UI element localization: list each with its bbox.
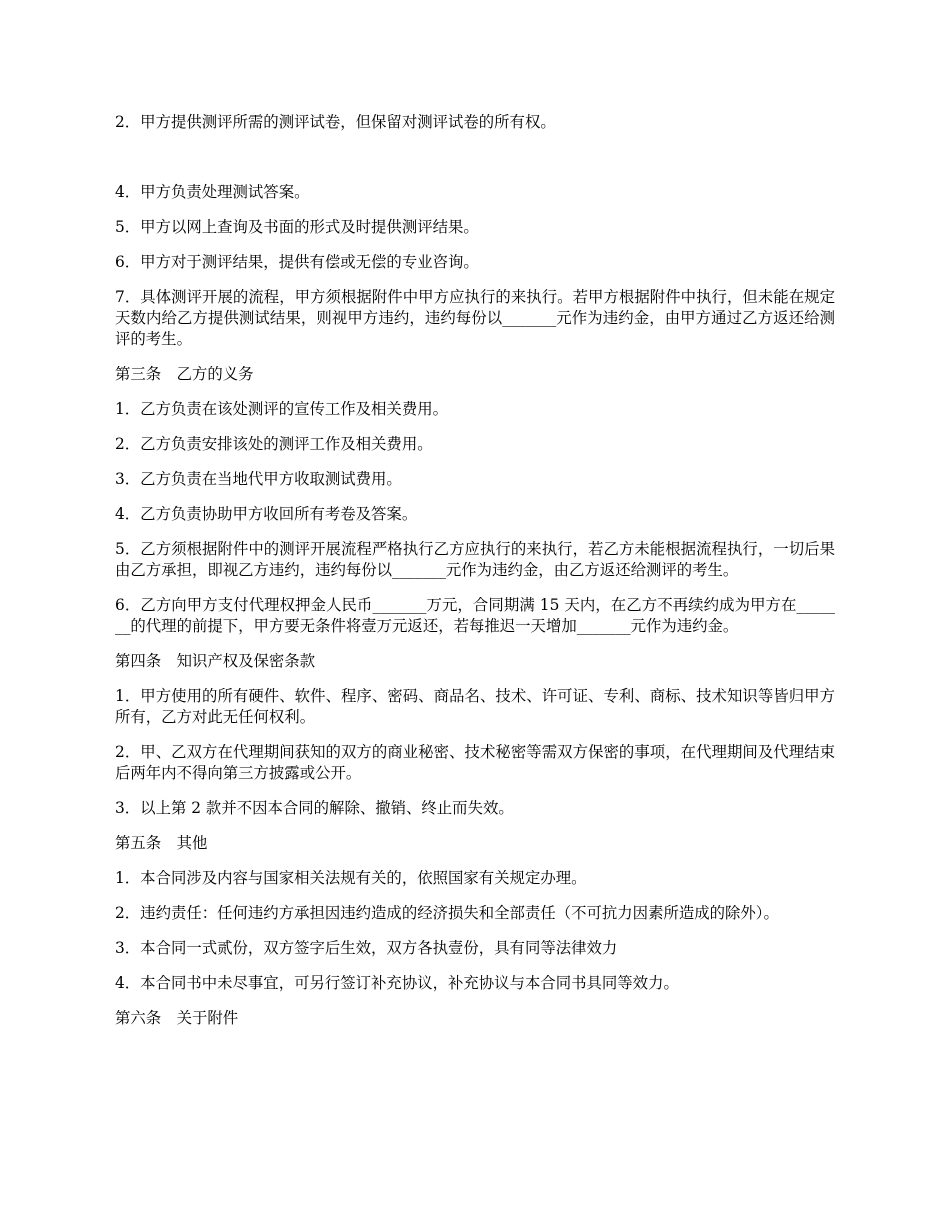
clause-a7: 7．具体测评开展的流程，甲方须根据附件中甲方应执行的来执行。若甲方根据附件中执行，但未能在规定天数内给乙方提供测试结果，则视甲方违约，违约每份以_______元作为违约金，由甲方通过乙方返还给测评的考生。 xyxy=(115,288,835,348)
clause-b2: 2．乙方负责安排该处的测评工作及相关费用。 xyxy=(115,435,433,453)
clause-d4: 4．本合同书中未尽事宜，可另行签订补充协议，补充协议与本合同书具同等效力。 xyxy=(115,974,679,992)
document-page xyxy=(115,112,835,1043)
clause-a4: 4．甲方负责处理测试答案。 xyxy=(115,183,310,201)
clause-a2: 2．甲方提供测评所需的测评试卷，但保留对测评试卷的所有权。 xyxy=(115,113,556,131)
section-heading-3: 第三条 乙方的义务 xyxy=(115,365,254,383)
clause-a5: 5．甲方以网上查询及书面的形式及时提供测评结果。 xyxy=(115,218,479,236)
clause-b5: 5．乙方须根据附件中的测评开展流程严格执行乙方应执行的来执行，若乙方未能根据流程执行，一切后果由乙方承担，即视乙方违约，违约每份以_______元作为违约金，由乙方返还给测评的考生。 xyxy=(115,540,835,579)
clause-b1: 1．乙方负责在该处测评的宣传工作及相关费用。 xyxy=(115,400,448,418)
clause-a6: 6．甲方对于测评结果，提供有偿或无偿的专业咨询。 xyxy=(115,253,479,271)
blank-spacer xyxy=(115,147,835,182)
clause-b4: 4．乙方负责协助甲方收回所有考卷及答案。 xyxy=(115,505,418,523)
clause-c1: 1．甲方使用的所有硬件、软件、程序、密码、商品名、技术、许可证、专利、商标、技术知识等皆归甲方所有，乙方对此无任何权利。 xyxy=(115,687,835,726)
clause-d1: 1．本合同涉及内容与国家相关法规有关的，依照国家有关规定办理。 xyxy=(115,869,587,887)
clause-c3: 3．以上第 2 款并不因本合同的解除、撤销、终止而失效。 xyxy=(115,799,514,817)
clause-b3: 3．乙方负责在当地代甲方收取测试费用。 xyxy=(115,470,402,488)
clause-d3: 3．本合同一式贰份，双方签字后生效，双方各执壹份，具有同等法律效力 xyxy=(115,939,618,957)
section-heading-4: 第四条 知识产权及保密条款 xyxy=(115,652,316,670)
section-heading-5: 第五条 其他 xyxy=(115,834,208,852)
section-heading-6: 第六条 关于附件 xyxy=(115,1009,239,1027)
clause-d2: 2．违约责任：任何违约方承担因违约造成的经济损失和全部责任（不可抗力因素所造成的除外）。 xyxy=(115,904,779,922)
clause-c2: 2．甲、乙双方在代理期间获知的双方的商业秘密、技术秘密等需双方保密的事项，在代理期间及代理结束后两年内不得向第三方披露或公开。 xyxy=(115,743,835,782)
clause-b6: 6．乙方向甲方支付代理权押金人民币_______万元，合同期满 15 天内，在乙方不再续约成为甲方在_______的代理的前提下，甲方要无条件将壹万元返还，若每推迟一天增加_______元作为违约金。 xyxy=(115,596,835,635)
